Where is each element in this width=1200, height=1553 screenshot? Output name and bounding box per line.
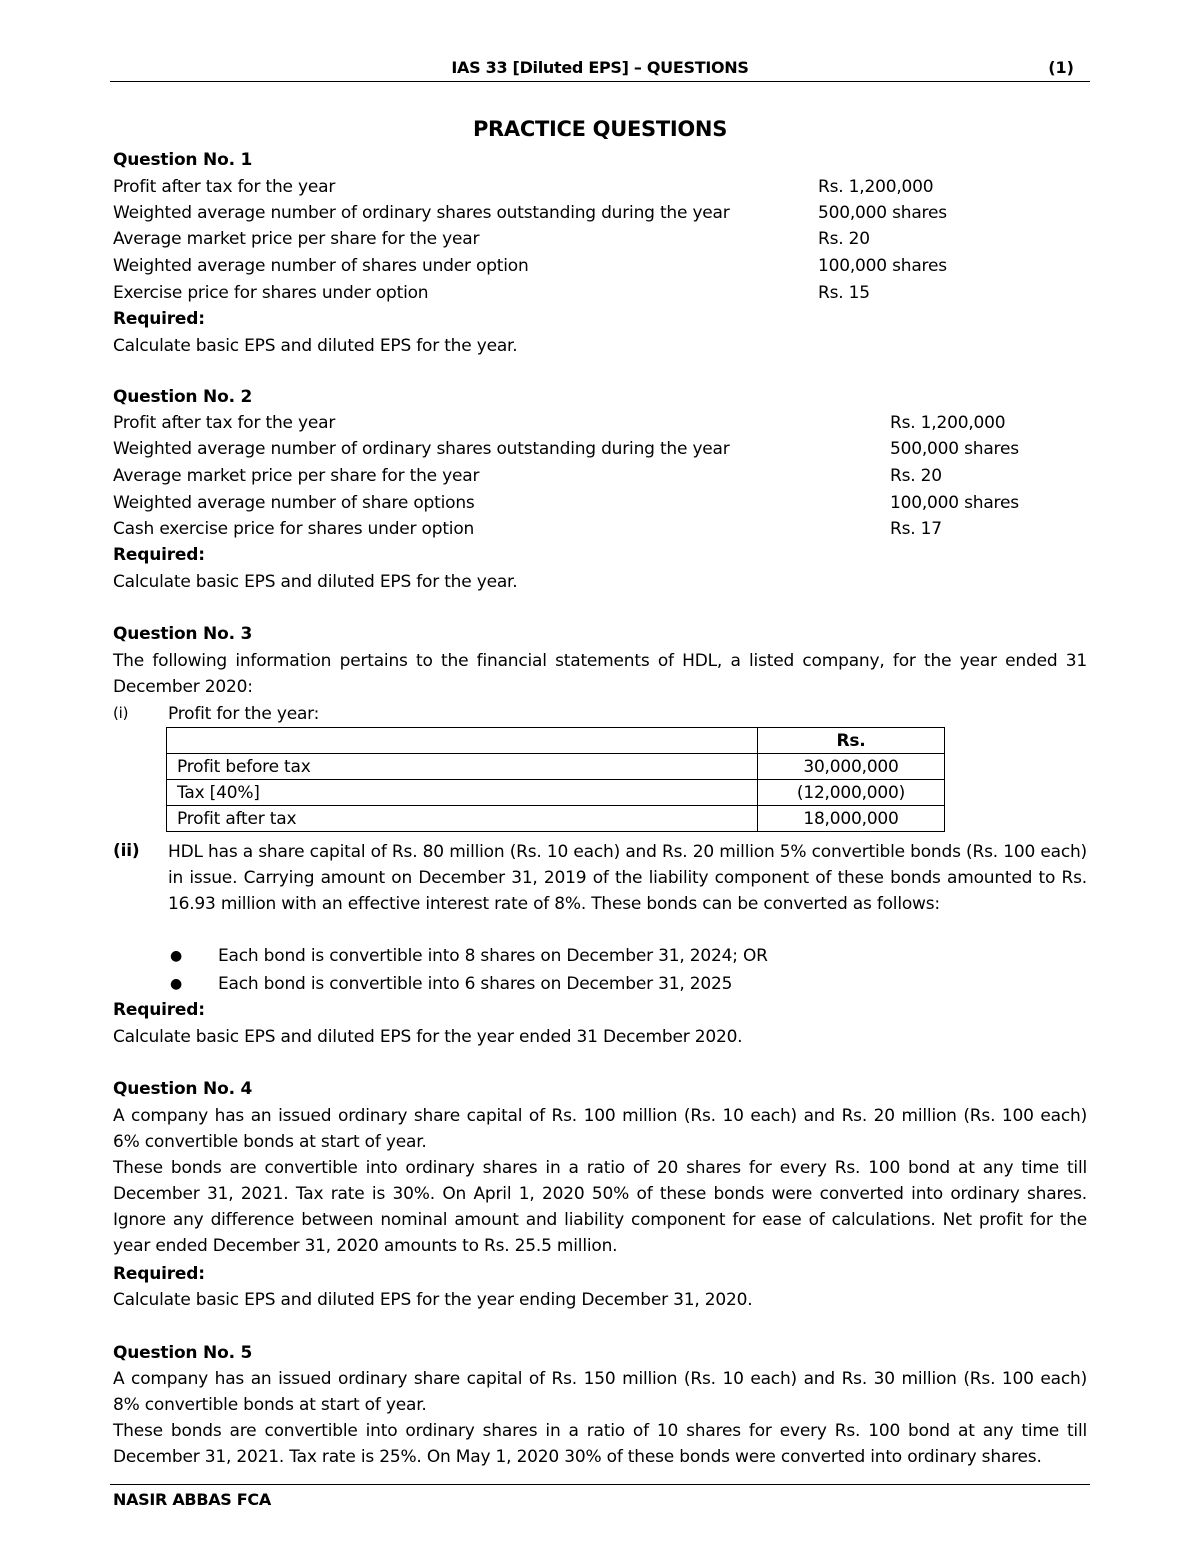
q1-required-text: Calculate basic EPS and diluted EPS for the year. [113, 336, 518, 356]
bullet-icon: ● [170, 976, 183, 992]
q1-required-label: Required: [113, 309, 205, 329]
q2-row-value: 100,000 shares [890, 493, 1019, 513]
q2-row-value: Rs. 1,200,000 [890, 413, 1006, 433]
profit-table [166, 727, 945, 832]
table-cell: 30,000,000 [758, 754, 945, 780]
table-cell: Tax [40%] [167, 780, 758, 806]
header-title: IAS 33 [Diluted EPS] – QUESTIONS [451, 58, 749, 77]
table-cell: Profit before tax [167, 754, 758, 780]
q3-item-ii-text: HDL has a share capital of Rs. 80 million (Rs. 10 each) and Rs. 20 million 5% convertible bonds (Rs. 100 each) in issue. Carrying amount on December 31, 2019 of the liability component of these bonds amounted to Rs. 16.93 million with an effective interest rate of 8%. These bonds can be converted as follows: [168, 842, 1087, 914]
bullet-icon: ● [170, 948, 183, 964]
q1-heading: Question No. 1 [113, 150, 253, 170]
q3-heading: Question No. 3 [113, 624, 253, 644]
q3-required-label: Required: [113, 1000, 205, 1020]
q4-paragraph-2: These bonds are convertible into ordinary shares in a ratio of 20 shares for every Rs. 100 bond at any time till December 31, 2021. Tax rate is 30%. On April 1, 2020 50% of these bonds were converted into ordinary shares. Ignore any difference between nominal amount and liability component for ease of calculations. Net profit for the year ended December 31, 2020 amounts to Rs. 25.5 million. [113, 1158, 1087, 1256]
q3-bullet-text: Each bond is convertible into 8 shares on December 31, 2024; OR [218, 946, 768, 966]
q2-row-label: Weighted average number of ordinary shares outstanding during the year [113, 439, 730, 459]
q1-row-value: Rs. 20 [818, 229, 870, 249]
table-cell: 18,000,000 [758, 806, 945, 832]
q4-required-label: Required: [113, 1264, 205, 1284]
q3-intro: The following information pertains to the financial statements of HDL, a listed company, for the year ended 31 December 2020: [113, 651, 1087, 697]
q1-row-label: Profit after tax for the year [113, 177, 336, 197]
q2-row-label: Weighted average number of share options [113, 493, 475, 513]
q1-row-value: 100,000 shares [818, 256, 947, 276]
q1-row-label: Average market price per share for the year [113, 229, 480, 249]
q2-row-value: Rs. 17 [890, 519, 942, 539]
table-cell: (12,000,000) [758, 780, 945, 806]
q1-row-label: Exercise price for shares under option [113, 283, 429, 303]
q2-row-label: Average market price per share for the year [113, 466, 480, 486]
page-number: (1) [1048, 58, 1074, 77]
q1-row-value: 500,000 shares [818, 203, 947, 223]
q5-heading: Question No. 5 [113, 1343, 253, 1363]
table-cell: Profit after tax [167, 806, 758, 832]
header-rule [110, 81, 1090, 82]
table-header-cell [167, 728, 758, 754]
q1-row-label: Weighted average number of ordinary shares outstanding during the year [113, 203, 730, 223]
q2-required-label: Required: [113, 545, 205, 565]
q4-required-text: Calculate basic EPS and diluted EPS for the year ending December 31, 2020. [113, 1290, 753, 1310]
q4-paragraph-1: A company has an issued ordinary share capital of Rs. 100 million (Rs. 10 each) and Rs. 20 million (Rs. 100 each) 6% convertible bonds at start of year. [113, 1106, 1087, 1152]
q2-required-text: Calculate basic EPS and diluted EPS for the year. [113, 572, 518, 592]
q4-heading: Question No. 4 [113, 1079, 253, 1099]
footer-author: NASIR ABBAS FCA [113, 1490, 271, 1509]
q3-bullet-text: Each bond is convertible into 6 shares on December 31, 2025 [218, 974, 733, 994]
q2-row-value: 500,000 shares [890, 439, 1019, 459]
q1-row-value: Rs. 1,200,000 [818, 177, 934, 197]
page-title: PRACTICE QUESTIONS [472, 117, 728, 141]
q5-paragraph-2: These bonds are convertible into ordinary shares in a ratio of 10 shares for every Rs. 100 bond at any time till December 31, 2021. Tax rate is 25%. On May 1, 2020 30% of these bonds were converted into ordinary shares. [113, 1421, 1087, 1467]
q1-row-value: Rs. 15 [818, 283, 870, 303]
q2-heading: Question No. 2 [113, 387, 253, 407]
table-row [167, 754, 945, 780]
table-header-cell: Rs. [758, 728, 945, 754]
q3-item-i-marker: (i) [113, 704, 129, 722]
q2-row-value: Rs. 20 [890, 466, 942, 486]
q3-required-text: Calculate basic EPS and diluted EPS for the year ended 31 December 2020. [113, 1027, 743, 1047]
table-row [167, 806, 945, 832]
q5-paragraph-1: A company has an issued ordinary share capital of Rs. 150 million (Rs. 10 each) and Rs. 30 million (Rs. 100 each) 8% convertible bonds at start of year. [113, 1369, 1087, 1415]
table-row [167, 780, 945, 806]
footer-rule [110, 1484, 1090, 1485]
q2-row-label: Profit after tax for the year [113, 413, 336, 433]
table-header-row [167, 728, 945, 754]
q2-row-label: Cash exercise price for shares under option [113, 519, 475, 539]
q1-row-label: Weighted average number of shares under option [113, 256, 529, 276]
q3-item-i-text: Profit for the year: [168, 704, 320, 724]
q3-item-ii-marker: (ii) [113, 841, 140, 861]
